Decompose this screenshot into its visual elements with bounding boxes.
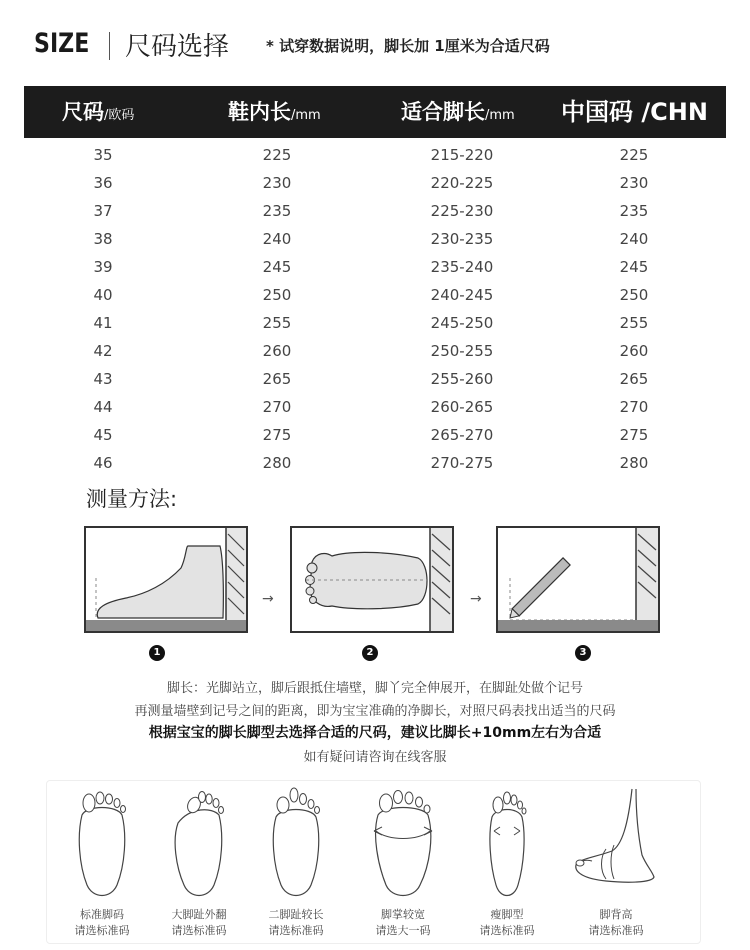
customer-service-note: 如有疑问请咨询在线客服 [303,750,447,765]
table-row [0,282,750,310]
cell-inner: 240 [262,230,292,248]
arrow-icon: → [470,591,482,607]
cell-chn: 225 [619,146,649,164]
instruction-line: 再测量墙壁到记号之间的距离，即为宝宝准确的净脚长，对照尺码表找出适当的尺码 [134,704,616,719]
cell-chn: 230 [619,174,649,192]
cell-inner: 265 [262,370,292,388]
foot-type-wide [353,785,453,939]
foot-type-advice: 请选标准码 [588,924,644,937]
measurement-method-title: 测量方法: [86,487,178,511]
arrow-icon: → [262,591,274,607]
table-row [0,254,750,282]
table-row [0,422,750,450]
cell-chn: 235 [619,202,649,220]
cell-inner: 275 [262,426,292,444]
cell-foot: 215-220 [430,146,494,164]
cell-inner: 250 [262,286,292,304]
cell-inner: 225 [262,146,292,164]
foot-type-high-instep [566,785,666,939]
cell-chn: 280 [619,454,649,472]
foot-type-name: 标准脚码 [80,908,124,921]
size-table-header [24,86,726,138]
column-header-foot-length: 适合脚长/mm [401,100,515,124]
cell-foot: 250-255 [430,342,494,360]
foot-type-advice: 请选标准码 [479,924,535,937]
step-number-2: 2 [362,645,378,661]
cell-foot: 265-270 [430,426,494,444]
high-instep-icon [566,785,676,903]
header [0,0,750,88]
cell-inner: 235 [262,202,292,220]
foot-type-bunion [149,785,249,939]
cell-foot: 240-245 [430,286,494,304]
cell-inner: 270 [262,398,292,416]
cell-inner: 280 [262,454,292,472]
table-row [0,170,750,198]
instruction-line: 脚长：光脚站立，脚后跟抵住墙壁，脚丫完全伸展开，在脚趾处做个记号 [166,681,583,696]
table-row [0,394,750,422]
cell-inner: 245 [262,258,292,276]
page-title: 尺码选择 [125,32,230,62]
foot-type-advice: 请选标准码 [74,924,130,937]
cell-eu: 40 [93,286,113,304]
step-2-diagram [290,526,454,633]
foot-type-standard [52,785,152,939]
cell-chn: 270 [619,398,649,416]
foot-type-name: 大脚趾外翻 [171,908,227,921]
cell-foot: 245-250 [430,314,494,332]
table-row [0,198,750,226]
cell-eu: 35 [93,146,113,164]
step-number-3: 3 [575,645,591,661]
size-table-body [0,142,750,478]
wide-foot-icon [368,785,438,903]
cell-foot: 255-260 [430,370,494,388]
foot-type-name: 脚掌较宽 [381,908,425,921]
cell-foot: 235-240 [430,258,494,276]
bunion-foot-icon [164,785,234,903]
cell-eu: 36 [93,174,113,192]
table-row [0,366,750,394]
size-logo: SIZE [34,28,90,59]
cell-eu: 43 [93,370,113,388]
cell-foot: 225-230 [430,202,494,220]
step-number-1: 1 [149,645,165,661]
cell-eu: 44 [93,398,113,416]
cell-chn: 245 [619,258,649,276]
cell-foot: 270-275 [430,454,494,472]
cell-foot: 230-235 [430,230,494,248]
cell-eu: 46 [93,454,113,472]
step-1-diagram [84,526,248,633]
cell-chn: 275 [619,426,649,444]
foot-type-advice: 请选标准码 [268,924,324,937]
cell-eu: 41 [93,314,113,332]
table-row [0,142,750,170]
table-row [0,338,750,366]
foot-type-long-second-toe [246,785,346,939]
foot-type-name: 瘦脚型 [490,908,524,921]
cell-chn: 255 [619,314,649,332]
cell-chn: 250 [619,286,649,304]
cell-eu: 37 [93,202,113,220]
foot-type-name: 脚背高 [599,908,633,921]
step-3-diagram [496,526,660,633]
foot-type-name: 二脚趾较长 [268,908,324,921]
cell-inner: 260 [262,342,292,360]
pencil-mark-icon [498,528,658,631]
cell-chn: 260 [619,342,649,360]
instruction-highlight: 根据宝宝的脚长脚型去选择合适的尺码，建议比脚长+10mm左右为合适 [148,725,602,741]
header-divider [109,32,110,60]
table-row [0,226,750,254]
narrow-foot-icon [472,785,542,903]
foot-side-icon [86,528,246,631]
cell-foot: 260-265 [430,398,494,416]
foot-type-narrow [457,785,557,939]
column-header-inner-length: 鞋内长/mm [228,100,321,124]
cell-eu: 42 [93,342,113,360]
table-row [0,310,750,338]
foot-type-advice: 请选大一码 [375,924,431,937]
cell-foot: 220-225 [430,174,494,192]
cell-inner: 230 [262,174,292,192]
cell-eu: 39 [93,258,113,276]
foot-type-advice: 请选标准码 [171,924,227,937]
cell-chn: 240 [619,230,649,248]
table-row [0,450,750,478]
header-note: * 试穿数据说明，脚长加 1厘米为合适尺码 [266,37,550,55]
cell-eu: 38 [93,230,113,248]
column-header-chn-size: 中国码 /CHN [561,98,708,126]
long-second-toe-icon [261,785,331,903]
standard-foot-icon [67,785,137,903]
column-header-eu-size: 尺码/欧码 [62,100,135,124]
cell-inner: 255 [262,314,292,332]
cell-eu: 45 [93,426,113,444]
cell-chn: 265 [619,370,649,388]
foot-top-icon [292,528,452,631]
